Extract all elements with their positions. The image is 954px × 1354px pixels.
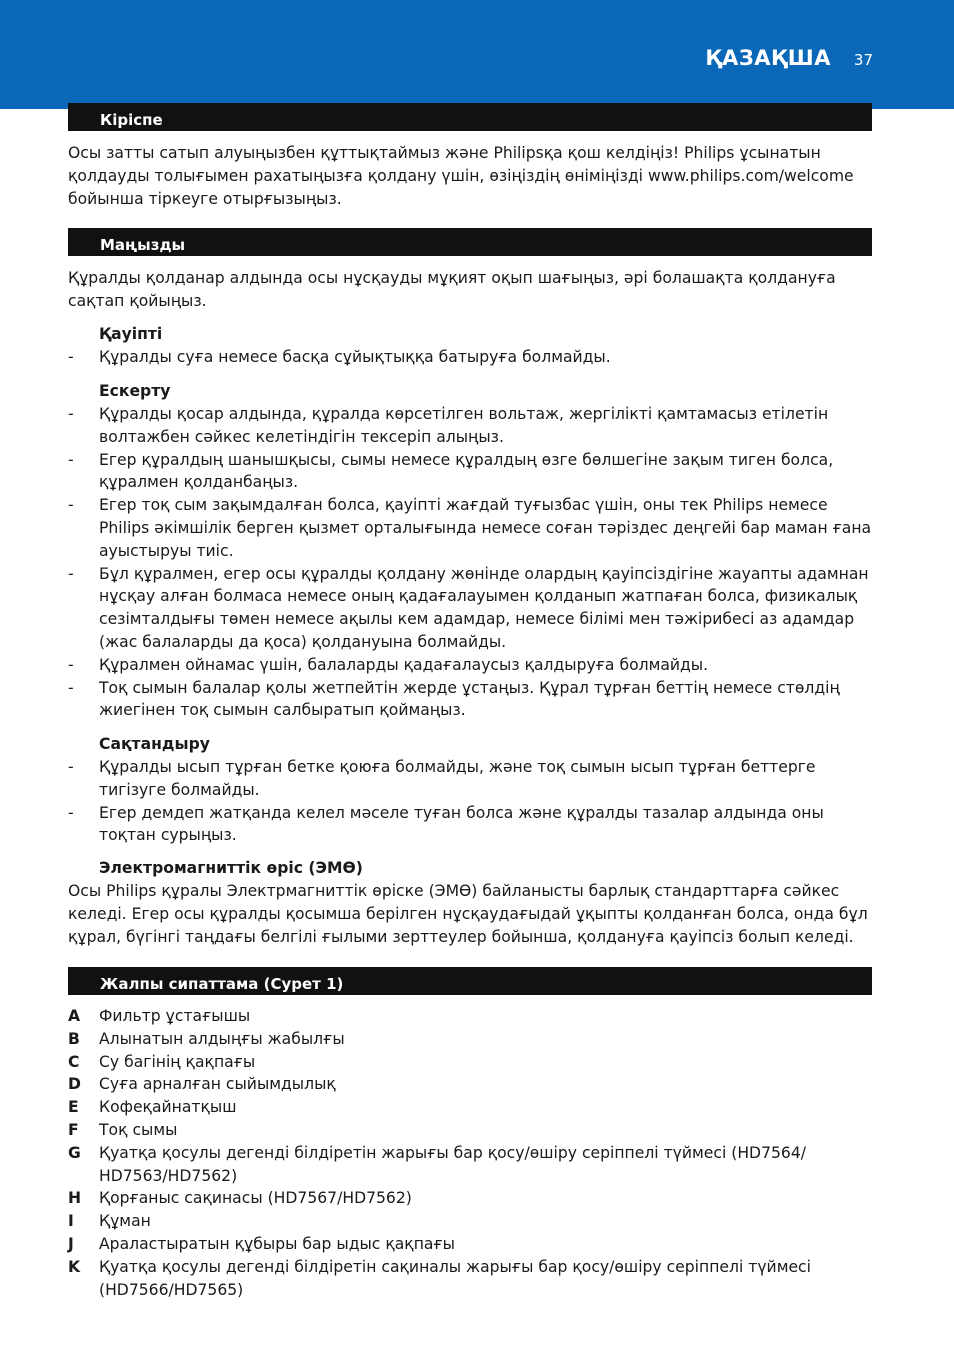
- part-item-i: I Құман: [68, 1212, 151, 1231]
- parts-list: [68, 1005, 878, 1301]
- intro-text: Осы затты сатып алуыңызбен құттықтаймыз және Philipsқа қош келдіңіз! Philips ұсынатын қолдауды толығымен рахатыңызға қолдану үшін, өзіңіздің өніміңізді www.philips.com/welcome бойынша тіркеуге отырғызыңыз.: [68, 144, 854, 208]
- part-item-h: H Қорғаныс сақинасы (HD7567/HD7562): [68, 1189, 412, 1208]
- header-bar: [0, 0, 954, 109]
- language-title: ҚАЗАҚША: [705, 46, 831, 70]
- warning-list: [68, 403, 878, 722]
- part-item-f: F Тоқ сымы: [68, 1120, 178, 1139]
- list-item: - Бұл құралмен, егер осы құралды қолдану жөнінде олардың қауіпсіздігіне жауапты адамнан нұсқау алған болмаса немесе оның қадағалауымен қолданып жатпаған болса, физикалық сезімталдығы төмен немесе ақылы кем адамдар, немесе білімі мен тәжірибесі аз адамдар (жас балаларды да қоса) қолдануына болмайды.: [68, 564, 869, 651]
- caution-heading: Сақтандыру: [99, 735, 210, 753]
- list-item: - Құралды қосар алдында, құралда көрсетілген вольтаж, жергілікті қамтамасыз етілетін волтажбен сәйкес келетіндігін тексеріп алыңыз.: [68, 405, 829, 446]
- warning-heading: Ескерту: [99, 382, 171, 400]
- section-bar-intro: [68, 103, 872, 131]
- important-text: Құралды қолданар алдында осы нұсқауды мұқият оқып шағыңыз, әрі болашақта қолдануға сақтап қойыңыз.: [68, 269, 836, 310]
- section-title-intro: Кіріспе: [100, 111, 163, 129]
- section-bar-overview: [68, 967, 872, 995]
- section-bar-important: [68, 228, 872, 256]
- list-item: - Егер демдеп жатқанда келел мәселе туған болса және құралды тазалар алдында оны тоқтан сурыңыз.: [68, 803, 824, 845]
- part-item-j: J Араластыратын құбыры бар ыдыс қақпағы: [68, 1234, 455, 1253]
- part-item-a: A Фильтр ұстағышы: [68, 1007, 251, 1025]
- list-item: - Егер құралдың шанышқысы, сымы немесе құралдың өзге бөлшегіне зақым тиген болса, құралмен қолданбаңыз.: [68, 450, 834, 492]
- part-item-e: E Кофеқайнатқыш: [68, 1098, 237, 1117]
- list-item: - Құралмен ойнамас үшін, балаларды қадағалаусыз қалдыруға болмайды.: [68, 655, 709, 674]
- caution-list: [68, 756, 878, 847]
- part-item-d: D Суға арналған сыйымдылық: [68, 1075, 336, 1094]
- part-item-g: G Қуатқа қосулы дегенді білдіретін жарығы бар қосу/өшіру серіппелі түймесі (HD7564/ HD7563/HD7562): [68, 1143, 807, 1185]
- section-title-overview: Жалпы сипаттама (Сурет 1): [100, 975, 344, 993]
- section-title-important: Маңызды: [100, 236, 186, 254]
- list-item: - Егер тоқ сым зақымдалған болса, қауіпті жағдай туғызбас үшін, оны тек Philips немесе Philips әкімшілік берген қызмет орталығында немесе соған тәріздес деңгейі бар маман ғана ауыстыруы тиіс.: [68, 496, 872, 560]
- list-item: - Құралды суға немесе басқа сұйықтыққа батыруға болмайды.: [68, 348, 611, 366]
- part-item-b: B Алынатын алдыңғы жабылғы: [68, 1029, 345, 1048]
- danger-list: [68, 346, 878, 369]
- list-item: - Тоқ сымын балалар қолы жетпейтін жерде ұстаңыз. Құрал тұрған беттің немесе стөлдің жиегінен тоқ сымын салбыратып қоймаңыз.: [68, 678, 840, 720]
- emf-text: Осы Philips құралы Электрмагниттік өріске (ЭМӨ) байланысты барлық стандарттарға сәйкес келеді. Егер осы құралды қосымша берілген нұсқаудағыдай ұқыпты қолданған болса, онда бұл құрал, бүгінгі таңдағы белгілі ғылыми зерттеулер бойынша, қолдануға қауіпсіз болып келеді.: [68, 882, 868, 946]
- part-item-k: K Қуатқа қосулы дегенді білдіретін сақиналы жарығы бар қосу/өшіру серіппелі түймесі (HD7566/HD7565): [68, 1257, 811, 1299]
- page-number: 37: [853, 51, 873, 69]
- list-item: - Құралды ысып тұрған бетке қоюға болмайды, және тоқ сымын ысып тұрған беттерге тигізуге болмайды.: [68, 758, 816, 799]
- danger-heading: Қауіпті: [99, 325, 163, 343]
- part-item-c: C Су багінің қақпағы: [68, 1052, 256, 1071]
- emf-heading: Электромагниттік өріс (ЭМӨ): [99, 859, 363, 877]
